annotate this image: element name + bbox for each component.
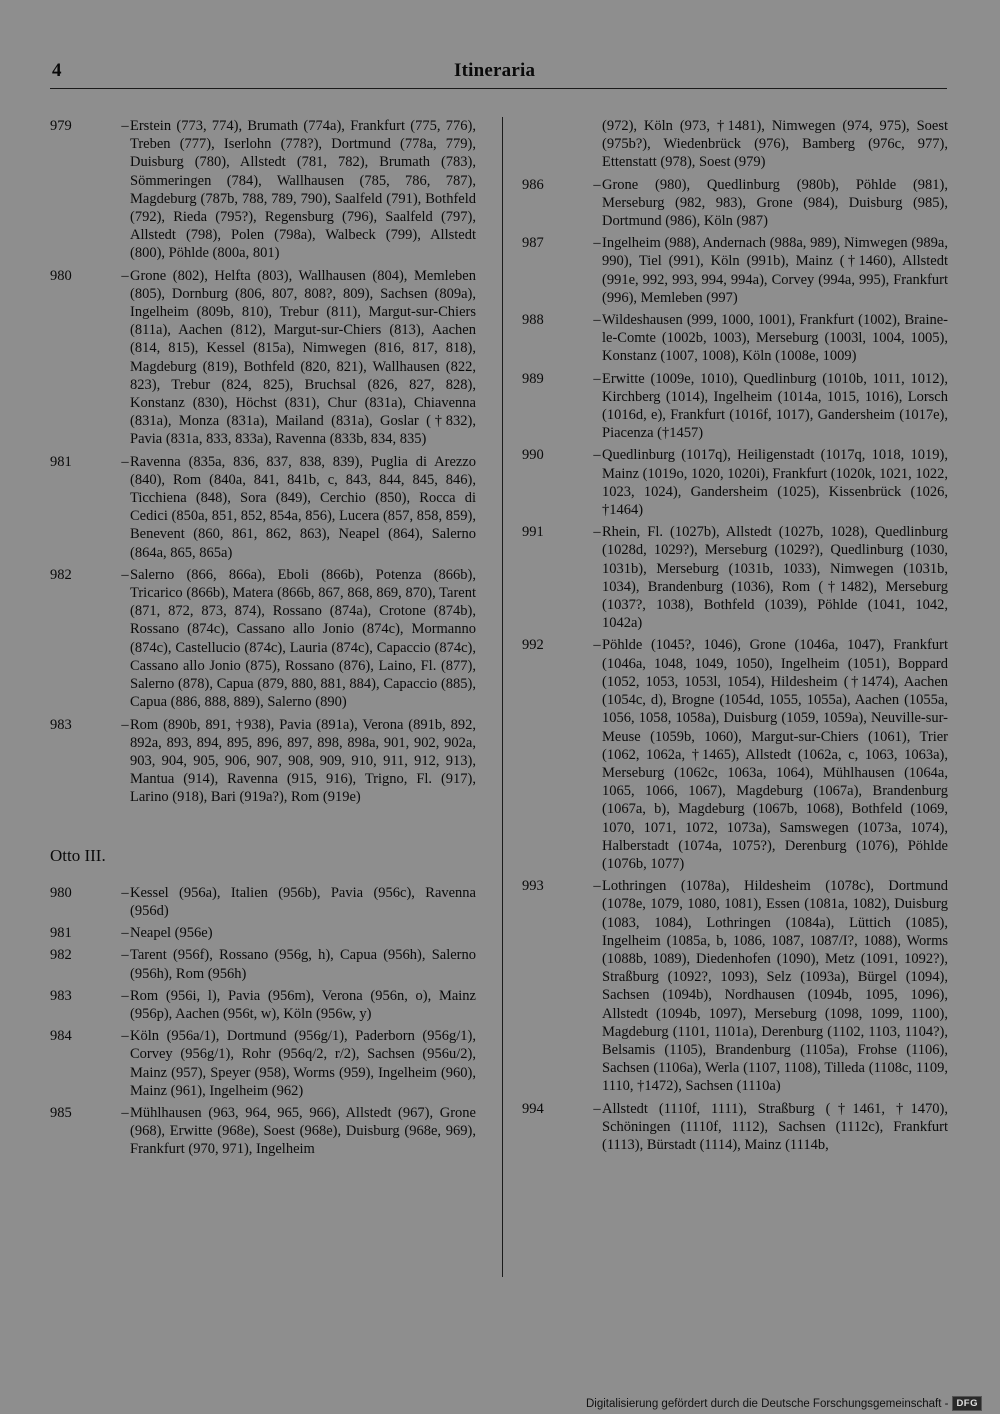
itinerary-entry <box>50 566 476 712</box>
entry-dash: – <box>121 716 129 733</box>
entry-dash: – <box>121 925 129 942</box>
entry-text: Rom (956i, l), Pavia (956m), Verona (956n, o), Mainz (956p), Aachen (956t, w), Köln (956w, y) <box>130 987 476 1022</box>
right-entries <box>522 117 948 1154</box>
entry-year: 989 <box>522 370 544 387</box>
entry-dash: – <box>593 370 601 387</box>
entry-text: (972), Köln (973, †1481), Nimwegen (974, 975), Soest (975b?), Wiedenbrück (976), Bamberg (976c, 977), Ettenstatt (978), Soest (979) <box>602 118 948 171</box>
entry-text: Quedlinburg (1017q), Heiligenstadt (1017q, 1018, 1019), Mainz (1019o, 1020, 1020i), Frankfurt (1020k, 1021, 1022, 1023, 1024), Gandersheim (1025), Kissenbrück (1026, †1464) <box>602 447 948 519</box>
itinerary-entry <box>522 523 948 632</box>
itinerary-entry <box>522 117 948 172</box>
header-rule <box>50 88 947 89</box>
entry-year: 990 <box>522 447 544 464</box>
entry-dash: – <box>593 1100 601 1117</box>
entry-dash: – <box>593 447 601 464</box>
entry-text: Grone (802), Helfta (803), Wallhausen (804), Memleben (805), Dornburg (806, 807, 808?, 809), Sachsen (809a), Ingelheim (809b, 810), Trebur (811), Margut-sur-Chiers (811a), Aachen (812), Margut-sur-Chiers (813), Aachen (814, 815), Kessel (815a), Nimwegen (816, 817, 818), Magdeburg (819), Bothfeld (820, 821), Wallhausen (822, 823), Trebur (824, 825), Bruchsal (826, 827, 828), Konstanz (830), Höchst (831), Chur (831a), Chiavenna (831a), Monza (831a), Mailand (831a), Goslar (†832), Pavia (831a, 833, 833a), Ravenna (833b, 834, 835) <box>130 267 476 448</box>
left-column <box>50 117 476 1163</box>
entry-year: 982 <box>50 566 72 583</box>
entry-dash: – <box>121 1028 129 1045</box>
entry-year: 982 <box>50 947 72 964</box>
entry-dash: – <box>593 878 601 895</box>
entry-dash: – <box>121 884 129 901</box>
itinerary-entry <box>50 267 476 449</box>
entry-dash: – <box>121 566 129 583</box>
footer <box>586 1396 982 1411</box>
entry-text: Neapel (956e) <box>130 925 213 942</box>
entry-text: Wildeshausen (999, 1000, 1001), Frankfurt (1002), Braine-le-Comte (1002b, 1003), Merseburg (1003l, 1004, 1005), Konstanz (1007, 1008), Köln (1008e, 1009) <box>602 312 948 365</box>
entry-text: Ingelheim (988), Andernach (988a, 989), Nimwegen (989a, 990), Tiel (991), Köln (991b), Mainz (†1460), Allstedt (991e, 992, 993, 994, 994a), Corvey (994a, 995), Frankfurt (996), Memleben (997) <box>602 235 948 306</box>
entry-year: 994 <box>522 1100 544 1117</box>
itinerary-entry <box>50 946 476 982</box>
itinerary-entry <box>50 117 476 263</box>
entry-dash: – <box>593 524 601 541</box>
itinerary-entry <box>522 636 948 873</box>
entry-dash: – <box>593 235 601 252</box>
entry-text: Lothringen (1078a), Hildesheim (1078c), Dortmund (1078e, 1079, 1080, 1081), Essen (1081a, 1082), Duisburg (1083, 1084), Lothringen (1084a), Lüttich (1085), Ingelheim (1085a, b, 1086, 1087, 1087/I?, 1088), Worms (1088b, 1089), Diedenhofen (1090), Metz (1091, 1092?), Straßburg (1092?, 1093), Selz (1093a), Bürgel (1094), Sachsen (1094b), Nordhausen (1094b, 1095, 1096), Allstedt (1094b, 1097), Merseburg (1098, 1099, 1100), Magdeburg (1101, 1101a), Derenburg (1102, 1103, 1104?), Belsamis (1105), Brandenburg (1105a), Frohse (1106), Sachsen (1106a), Werla (1107, 1108), Tilleda (1108c, 1109, 1110, †1472), Sachsen (1110a) <box>602 878 948 1095</box>
itinerary-entry <box>50 453 476 562</box>
itinerary-entry <box>50 924 476 942</box>
itinerary-entry <box>50 716 476 807</box>
entry-text: Erstein (773, 774), Brumath (774a), Frankfurt (775, 776), Treben (777), Iserlohn (778?), Dortmund (778a, 779), Duisburg (780), Allstedt (781, 782), Brumath (783), Sömmeringen (784), Wallhausen (785, 786, 787), Magdeburg (787b, 788, 789, 790), Saalfeld (791), Bothfeld (792), Rieda (795?), Regensburg (796), Saalfeld (797), Allstedt (798), Polen (798a), Walbeck (799), Allstedt (800), Pöhlde (800a, 801) <box>130 118 476 262</box>
itinerary-entry <box>522 311 948 366</box>
entry-year: 981 <box>50 453 72 470</box>
column-divider <box>502 117 503 1277</box>
entry-year: 981 <box>50 925 72 942</box>
itinerary-entry <box>50 884 476 920</box>
page-title: Itineraria <box>454 60 536 81</box>
entry-year: 991 <box>522 524 544 541</box>
entry-dash: – <box>121 118 129 134</box>
entry-dash: – <box>121 987 129 1004</box>
entry-year: 986 <box>522 176 544 193</box>
entry-text: Rhein, Fl. (1027b), Allstedt (1027b, 1028), Quedlinburg (1028d, 1029?), Merseburg (1029?), Quedlinburg (1030, 1031b), Merseburg (1031b, 1033), Nimwegen (1031b, 1034), Brandenburg (1036), Rom (†1482), Merseburg (1037?, 1038), Bothfeld (1039), Pöhlde (1041, 1042, 1042a) <box>602 524 948 632</box>
entry-text: Köln (956a/1), Dortmund (956g/1), Paderborn (956g/1), Corvey (956g/1), Rohr (956q/2, r/2), Sachsen (956u/2), Mainz (957), Speyer (958), Worms (959), Ingelheim (960), Mainz (961), Ingelheim (962) <box>130 1028 476 1099</box>
itinerary-entry <box>522 1100 948 1155</box>
left-entries-before <box>50 117 476 807</box>
entry-dash: – <box>593 176 601 193</box>
entry-dash: – <box>121 267 129 284</box>
entry-dash: – <box>593 312 601 329</box>
entry-year: 983 <box>50 987 72 1004</box>
itinerary-entry <box>522 446 948 519</box>
itinerary-entry <box>522 370 948 443</box>
entry-dash: – <box>121 947 129 964</box>
section-heading-otto-iii: Otto III. <box>50 845 106 865</box>
entry-dash: – <box>121 453 129 470</box>
entry-text: Salerno (866, 866a), Eboli (866b), Potenza (866b), Tricarico (866b), Matera (866b, 867, 868, 869, 870), Tarent (871, 872, 873, 874), Rossano (874a), Crotone (874b), Rossano (874c), Cassano allo Jonio (874c), Mormanno (874c), Castellucio (874c), Lauria (874c), Capaccio (874c), Cassano allo Jonio (875), Rossano (876), Laino, Fl. (877), Salerno (878), Capua (879, 880, 881, 884), Capaccio (885), Capua (886, 888, 889), Salerno (890) <box>130 566 476 711</box>
entry-dash: – <box>121 1104 129 1121</box>
itinerary-entry <box>522 176 948 231</box>
itinerary-entry <box>522 234 948 307</box>
right-column <box>522 117 948 1158</box>
entry-year: 992 <box>522 637 544 654</box>
left-entries-after <box>50 884 476 1159</box>
entry-year: 983 <box>50 716 72 733</box>
entry-text: Allstedt (1110f, 1111), Straßburg (†1461, †1470), Schöningen (1110f, 1112), Sachsen (1112c), Frankfurt (1113), Bürstadt (1114), Mainz (1114b, <box>602 1100 948 1153</box>
entry-year: 980 <box>50 267 72 284</box>
entry-year: 980 <box>50 884 72 901</box>
entry-year: 979 <box>50 118 72 134</box>
entry-text: Tarent (956f), Rossano (956g, h), Capua (956h), Salerno (956h), Rom (956h) <box>130 947 476 982</box>
entry-text: Pöhlde (1045?, 1046), Grone (1046a, 1047), Frankfurt (1046a, 1048, 1049, 1050), Ingelheim (1051), Boppard (1052, 1053, 1053l, 1054), Hildesheim (†1474), Aachen (1054c, d), Brogne (1054d, 1055, 1055a), Aachen (1055a, 1056, 1058, 1058a), Duisburg (1059, 1059a), Neuville-sur-Meuse (1059b, 1060), Margut-sur-Chiers (1061), Trier (1062, 1062a, †1465), Allstedt (1062a, c, 1063, 1063a), Merseburg (1062c, 1063a, 1064), Mühlhausen (1064a, 1065, 1066, 1067), Magdeburg (1067a), Brandenburg (1067a, b), Magdeburg (1067b, 1068), Bothfeld (1069, 1070, 1071, 1072, 1073a), Samswegen (1073a, 1074), Halberstadt (1074a, 1075?), Derenburg (1076), Pöhlde (1076b, 1077) <box>602 637 948 872</box>
entry-text: Erwitte (1009e, 1010), Quedlinburg (1010b, 1011, 1012), Kirchberg (1014), Ingelheim (1014a, 1015, 1016), Lorsch (1016d, e), Frankfurt (1016f, 1017), Gandersheim (1017e), Piacenza (†1457) <box>602 370 948 442</box>
entry-text: Kessel (956a), Italien (956b), Pavia (956c), Ravenna (956d) <box>130 884 476 919</box>
entry-year: 987 <box>522 235 544 252</box>
page-number: 4 <box>52 60 62 81</box>
entry-text: Grone (980), Quedlinburg (980b), Pöhlde (981), Merseburg (982, 983), Grone (984), Duisburg (985), Dortmund (986), Köln (987) <box>602 176 948 230</box>
entry-year: 988 <box>522 312 544 329</box>
entry-text: Rom (890b, 891, †938), Pavia (891a), Verona (891b, 892, 892a, 893, 894, 895, 896, 897, 898, 898a, 901, 902, 902a, 903, 904, 905, 906, 907, 908, 909, 910, 911, 912, 913), Mantua (914), Ravenna (915, 916), Trigno, Fl. (917), Larino (918), Bari (919a?), Rom (919e) <box>130 716 476 806</box>
entry-dash: – <box>593 637 601 654</box>
footer-text: Digitalisierung gefördert durch die Deutsche Forschungsgemeinschaft - <box>586 1397 949 1410</box>
itinerary-entry <box>50 1104 476 1159</box>
itinerary-entry <box>50 1027 476 1100</box>
entry-text: Ravenna (835a, 836, 837, 838, 839), Puglia di Arezzo (840), Rom (840a, 841, 841b, c, 843, 844, 845, 846), Ticchiena (848), Sora (849), Cerchio (850), Rocca di Cedici (850a, 851, 852, 854a, 856), Lucera (857, 858, 859), Benevent (860, 861, 862, 863), Neapel (864), Salerno (864a, 865, 865a) <box>130 453 476 561</box>
entry-year: 984 <box>50 1028 72 1045</box>
entry-text: Mühlhausen (963, 964, 965, 966), Allstedt (967), Grone (968), Erwitte (968e), Soest (968e), Duisburg (968e, 969), Frankfurt (970, 971), Ingelheim <box>130 1104 476 1158</box>
itinerary-entry <box>50 987 476 1023</box>
itinerary-entry <box>522 877 948 1095</box>
entry-year: 993 <box>522 878 544 895</box>
dfg-logo: DFG <box>952 1396 982 1411</box>
entry-year: 985 <box>50 1104 72 1121</box>
